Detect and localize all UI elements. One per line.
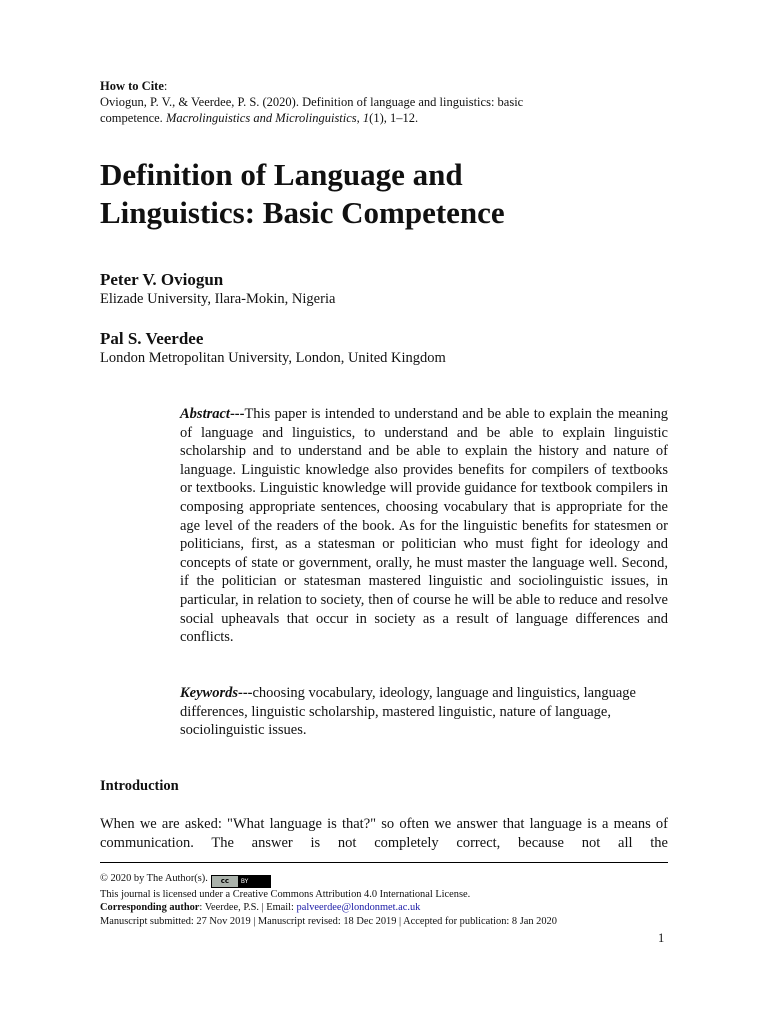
footer-divider <box>100 862 668 863</box>
keywords-label: Keywords <box>180 685 238 701</box>
citation-line-1: Oviogun, P. V., & Veerdee, P. S. (2020). Definition of language and linguistics: basic <box>100 95 524 109</box>
keywords: Keywords---choosing vocabulary, ideology, language and linguistics, language differences, linguistic scholarship, mastered linguistic, nature of language, sociolinguistic issues. <box>180 685 636 739</box>
paper-title <box>100 156 680 232</box>
author-affiliation: Elizade University, Ilara-Mokin, Nigeria <box>100 291 336 307</box>
title-line-2: Linguistics: Basic Competence <box>100 195 505 230</box>
keywords-text: choosing vocabulary, ideology, language and linguistics, language differences, linguistic scholarship, mastered linguistic, nature of language, sociolinguistic issues. <box>180 685 636 739</box>
citation-label: How to Cite <box>100 79 164 93</box>
abstract-text: This paper is intended to understand and be able to explain the meaning of language and linguistics, to understand and be able to explain linguistic scholarship and to understand and be able to explain the history and nature of language. Linguistic knowledge also provides benefits for compilers of textbooks or textbooks. Linguistic knowledge will provide guidance for textbook compilers in composing appropriate sentences, choosing vocabulary that is appropriate for the age level of the readers of the book. As for the linguistic benefits for statesmen or politicians, first, as a statesman or politician who must fight for ideology and concepts of state or government, orally, he must master the language well. Second, if the politician or statesman mastered linguistic and sociolinguistic issues, in particular, in relation to society, then of course he will be able to reduce and resolve social upheavals that occur in society as a result of language differences and conflicts. <box>180 406 668 646</box>
email-link[interactable]: palveerdee@londonmet.ac.uk <box>296 902 421 914</box>
author-affiliation: London Metropolitan University, London, United Kingdom <box>100 350 446 366</box>
section-heading-introduction: Introduction <box>100 778 179 794</box>
journal-name: Macrolinguistics and Microlinguistics <box>165 111 357 125</box>
citation-label-line: How to Cite: <box>100 79 168 93</box>
corresponding-author-line: Corresponding author: Veerdee, P.S. | Email: palveerdee@londonmet.ac.uk <box>100 902 421 914</box>
citation-block <box>100 78 670 126</box>
introduction-paragraph: When we are asked: "What language is that?" so often we answer that language is a means of communication. The answer is not completely correct, because not all the <box>100 816 668 851</box>
copyright-line: © 2020 by The Author(s). cc BY <box>100 872 668 888</box>
page-number: 1 <box>658 931 665 945</box>
author-name: Peter V. Oviogun <box>100 270 224 289</box>
cc-by-license-icon[interactable]: cc BY <box>211 875 271 888</box>
author-1 <box>100 270 335 309</box>
footer-notes <box>100 872 668 928</box>
abstract: Abstract---This paper is intended to understand and be able to explain the meaning of language and linguistics, to understand and be able to explain linguistic scholarship and to understand and be able to explain the history and nature of language. Linguistic knowledge also provides benefits for compilers of textbooks or textbooks. Linguistic knowledge will provide guidance for textbook compilers in composing appropriate sentences, choosing vocabulary that is appropriate for the age level of the readers of the book. As for the linguistic benefits for statesmen or politicians, first, as a statesman or politician who must fight for ideology and concepts of state or government, orally, he must master the language well. Second, if the politician or statesman mastered linguistic and sociolinguistic issues, in particular, in relation to society, then of course he will be able to reduce and resolve social upheavals that occur in society as a result of language differences and conflicts. <box>180 406 668 646</box>
title-line-1: Definition of Language and <box>100 157 463 192</box>
author-2 <box>100 329 446 368</box>
license-line: This journal is licensed under a Creative Commons Attribution 4.0 International License. <box>100 889 471 901</box>
author-name: Pal S. Veerdee <box>100 329 204 348</box>
manuscript-dates: Manuscript submitted: 27 Nov 2019 | Manuscript revised: 18 Dec 2019 | Accepted for publication: 8 Jan 2020 <box>100 915 557 927</box>
abstract-label: Abstract <box>180 406 230 422</box>
citation-line-2: competence. Macrolinguistics and Microlinguistics, 1(1), 1–12. <box>100 111 419 125</box>
volume: 1 <box>362 111 370 125</box>
